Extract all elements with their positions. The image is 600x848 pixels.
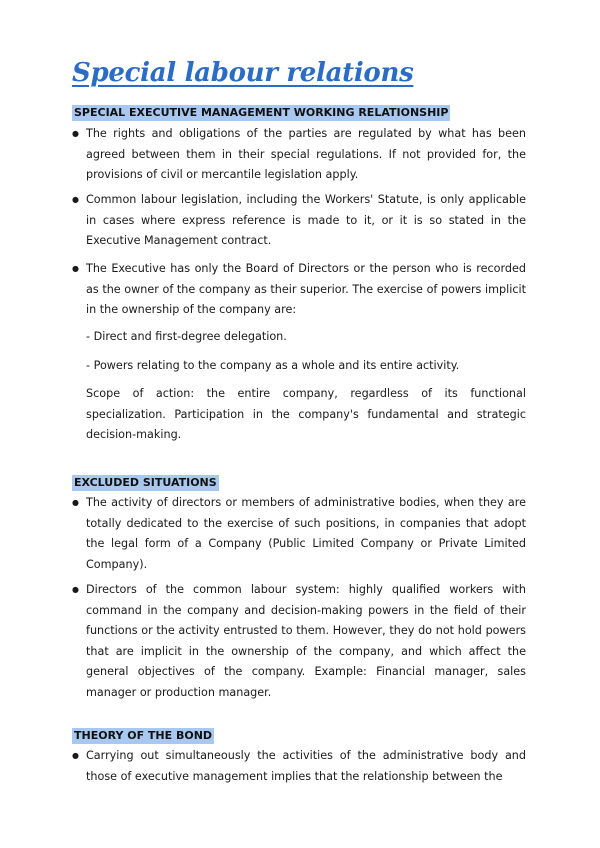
bullet-icon: ● bbox=[72, 498, 79, 507]
paragraph-text: Scope of action: the entire company, regardless of its functional specialization. Participation in the company's fundamental and strategic decision-making. bbox=[86, 387, 526, 442]
bullet-paragraph bbox=[72, 190, 526, 252]
page-title: Special labour relations bbox=[72, 58, 414, 88]
bullet-paragraph bbox=[72, 493, 526, 575]
paragraph-text: Directors of the common labour system: highly qualified workers with command in the company and decision-making powers in the field of their functions or the activity entrusted to them. However, they do not hold powers that are implicit in the ownership of the company, and which affect the general objectives of the company. Example: Financial manager, sales manager or production manager. bbox=[86, 583, 526, 699]
bullet-paragraph bbox=[72, 580, 526, 704]
dash-item bbox=[72, 327, 526, 348]
scope-paragraph bbox=[72, 384, 526, 446]
bullet-icon: ● bbox=[72, 129, 79, 138]
section-heading-excluded-situations: EXCLUDED SITUATIONS bbox=[74, 476, 217, 489]
bullet-icon: ● bbox=[72, 195, 79, 204]
bullet-paragraph bbox=[72, 259, 526, 321]
dash-item bbox=[72, 356, 526, 377]
paragraph-text: Carrying out simultaneously the activities of the administrative body and those of executive management implies that the relationship between the bbox=[86, 749, 526, 783]
section-heading-executive-management: SPECIAL EXECUTIVE MANAGEMENT WORKING RELATIONSHIP bbox=[74, 106, 449, 119]
paragraph-text: Common labour legislation, including the Workers' Statute, is only applicable in cases where express reference is made to it, or it is so stated in the Executive Management contract. bbox=[86, 193, 526, 248]
paragraph-text: The rights and obligations of the parties are regulated by what has been agreed between them in their special regulations. If not provided for, the provisions of civil or mercantile legislation apply. bbox=[86, 127, 526, 182]
paragraph-text: The Executive has only the Board of Directors or the person who is recorded as the owner of the company as their superior. The exercise of powers implicit in the ownership of the company are: bbox=[86, 262, 526, 317]
bullet-paragraph bbox=[72, 124, 526, 186]
paragraph-text: The activity of directors or members of administrative bodies, when they are totally dedicated to the exercise of such positions, in companies that adopt the legal form of a Company (Public Limited Company or Private Limited Company). bbox=[86, 496, 526, 571]
section-heading-theory-of-the-bond: THEORY OF THE BOND bbox=[74, 729, 213, 742]
bullet-icon: ● bbox=[72, 585, 79, 594]
dash-item-text: - Powers relating to the company as a whole and its entire activity. bbox=[86, 359, 460, 372]
bullet-icon: ● bbox=[72, 264, 79, 273]
bullet-paragraph bbox=[72, 746, 526, 787]
dash-item-text: - Direct and first-degree delegation. bbox=[86, 330, 287, 343]
bullet-icon: ● bbox=[72, 751, 79, 760]
